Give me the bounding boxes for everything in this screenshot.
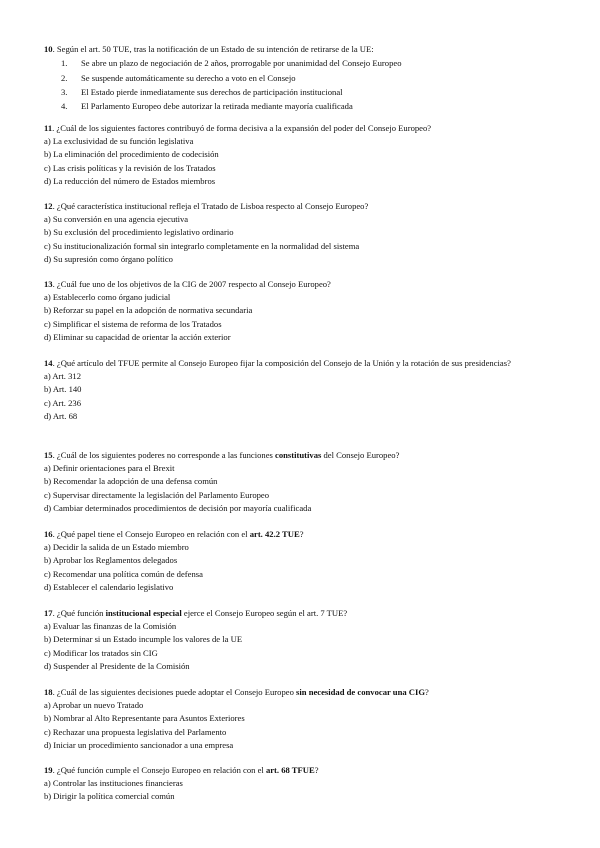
- answer-option: c) Simplificar el sistema de reforma de los Tratados: [44, 318, 222, 329]
- answer-option: a) Establecerlo como órgano judicial: [44, 292, 171, 303]
- answer-option: d) Establecer el calendario legislativo: [44, 581, 174, 592]
- question-number: 13: [44, 279, 53, 289]
- numbered-option: 4. El Parlamento Europeo debe autorizar la retirada mediante mayoría cualificada: [61, 101, 353, 112]
- numbered-option: 1. Se abre un plazo de negociación de 2 años, prorrogable por unanimidad del Consejo Europeo: [61, 58, 402, 69]
- answer-option: c) Modificar los tratados sin CIG: [44, 647, 158, 658]
- answer-option: c) Recomendar una política común de defensa: [44, 568, 203, 579]
- answer-option: b) Aprobar los Reglamentos delegados: [44, 555, 178, 566]
- answer-option: b) Dirigir la política comercial común: [44, 791, 175, 802]
- answer-option: d) Iniciar un procedimiento sancionador a una empresa: [44, 739, 234, 750]
- answer-option: c) Las crisis políticas y la revisión de los Tratados: [44, 162, 216, 173]
- question-number: 17: [44, 608, 53, 618]
- question-text: 18. ¿Cuál de las siguientes decisiones puede adoptar el Consejo Europeo sin necesidad de convocar una CIG?: [44, 687, 429, 697]
- answer-option: d) Cambiar determinados procedimientos de decisión por mayoría cualificada: [44, 502, 312, 513]
- question-16: [44, 528, 564, 594]
- question-text: 14. ¿Qué artículo del TFUE permite al Consejo Europeo fijar la composición del Consejo de la Unión y la rotación de sus presidencias?: [44, 358, 511, 368]
- answer-option: d) La reducción del número de Estados miembros: [44, 175, 216, 186]
- answer-option: a) Decidir la salida de un Estado miembro: [44, 542, 189, 553]
- question-17: [44, 607, 564, 673]
- answer-option: b) Nombrar al Alto Representante para Asuntos Exteriores: [44, 713, 245, 724]
- answer-option: d) Suspender al Presidente de la Comisión: [44, 660, 190, 671]
- answer-option: c) Art. 236: [44, 397, 81, 408]
- question-text: 19. ¿Qué función cumple el Consejo Europeo en relación con el art. 68 TFUE?: [44, 765, 319, 775]
- answer-option: b) Determinar si un Estado incumple los valores de la UE: [44, 634, 243, 645]
- question-14: [44, 357, 564, 423]
- numbered-option-list: [44, 56, 564, 113]
- answer-option: a) Definir orientaciones para el Brexit: [44, 463, 175, 474]
- answer-option: a) Su conversión en una agencia ejecutiva: [44, 214, 189, 225]
- answer-option: c) Su institucionalización formal sin integrarlo completamente en la normalidad del sistema: [44, 240, 360, 251]
- question-number: 12: [44, 201, 53, 211]
- question-text: 17. ¿Qué función institucional especial ejerce el Consejo Europeo según el art. 7 TUE?: [44, 608, 348, 618]
- answer-option: b) Su exclusión del procedimiento legislativo ordinario: [44, 227, 234, 238]
- question-11: [44, 122, 564, 188]
- numbered-option: 2. Se suspende automáticamente su derecho a voto en el Consejo: [61, 72, 296, 83]
- answer-option: d) Art. 68: [44, 410, 78, 421]
- answer-option: b) Recomendar la adopción de una defensa común: [44, 476, 218, 487]
- answer-option: a) Aprobar un nuevo Tratado: [44, 700, 144, 711]
- numbered-option: 3. El Estado pierde inmediatamente sus derechos de participación institucional: [61, 86, 343, 97]
- question-19: [44, 764, 564, 804]
- question-10: [44, 43, 564, 113]
- question-15: [44, 449, 564, 515]
- question-12: [44, 200, 564, 266]
- question-number: 11: [44, 123, 53, 133]
- question-number: 19: [44, 765, 53, 775]
- answer-option: a) Art. 312: [44, 371, 81, 382]
- question-text: 16. ¿Qué papel tiene el Consejo Europeo en relación con el art. 42.2 TUE?: [44, 529, 304, 539]
- answer-option: b) Reforzar su papel en la adopción de normativa secundaria: [44, 305, 253, 316]
- question-text: 13. ¿Cuál fue uno de los objetivos de la CIG de 2007 respecto al Consejo Europeo?: [44, 279, 331, 289]
- answer-option: d) Su supresión como órgano político: [44, 253, 173, 264]
- answer-option: d) Eliminar su capacidad de orientar la acción exterior: [44, 331, 231, 342]
- question-text: 12. ¿Qué característica institucional refleja el Tratado de Lisboa respecto al Consejo Europeo?: [44, 201, 369, 211]
- question-number: 14: [44, 358, 53, 368]
- question-text: 11. ¿Cuál de los siguientes factores contribuyó de forma decisiva a la expansión del poder del Consejo Europeo?: [44, 123, 432, 133]
- question-number: 18: [44, 687, 53, 697]
- answer-option: c) Supervisar directamente la legislación del Parlamento Europeo: [44, 489, 270, 500]
- question-18: [44, 686, 564, 752]
- question-number: 10: [44, 44, 53, 54]
- answer-option: b) Art. 140: [44, 384, 82, 395]
- answer-option: c) Rechazar una propuesta legislativa del Parlamento: [44, 726, 227, 737]
- question-text: 10. Según el art. 50 TUE, tras la notificación de un Estado de su intención de retirarse de la UE:: [44, 44, 374, 54]
- answer-option: a) La exclusividad de su función legislativa: [44, 136, 194, 147]
- answer-option: b) La eliminación del procedimiento de codecisión: [44, 149, 219, 160]
- answer-option: a) Evaluar las finanzas de la Comisión: [44, 621, 177, 632]
- answer-option: a) Controlar las instituciones financieras: [44, 778, 183, 789]
- question-text: 15. ¿Cuál de los siguientes poderes no corresponde a las funciones constitutivas del Consejo Europeo?: [44, 450, 400, 460]
- question-13: [44, 278, 564, 344]
- question-number: 15: [44, 450, 53, 460]
- question-number: 16: [44, 529, 53, 539]
